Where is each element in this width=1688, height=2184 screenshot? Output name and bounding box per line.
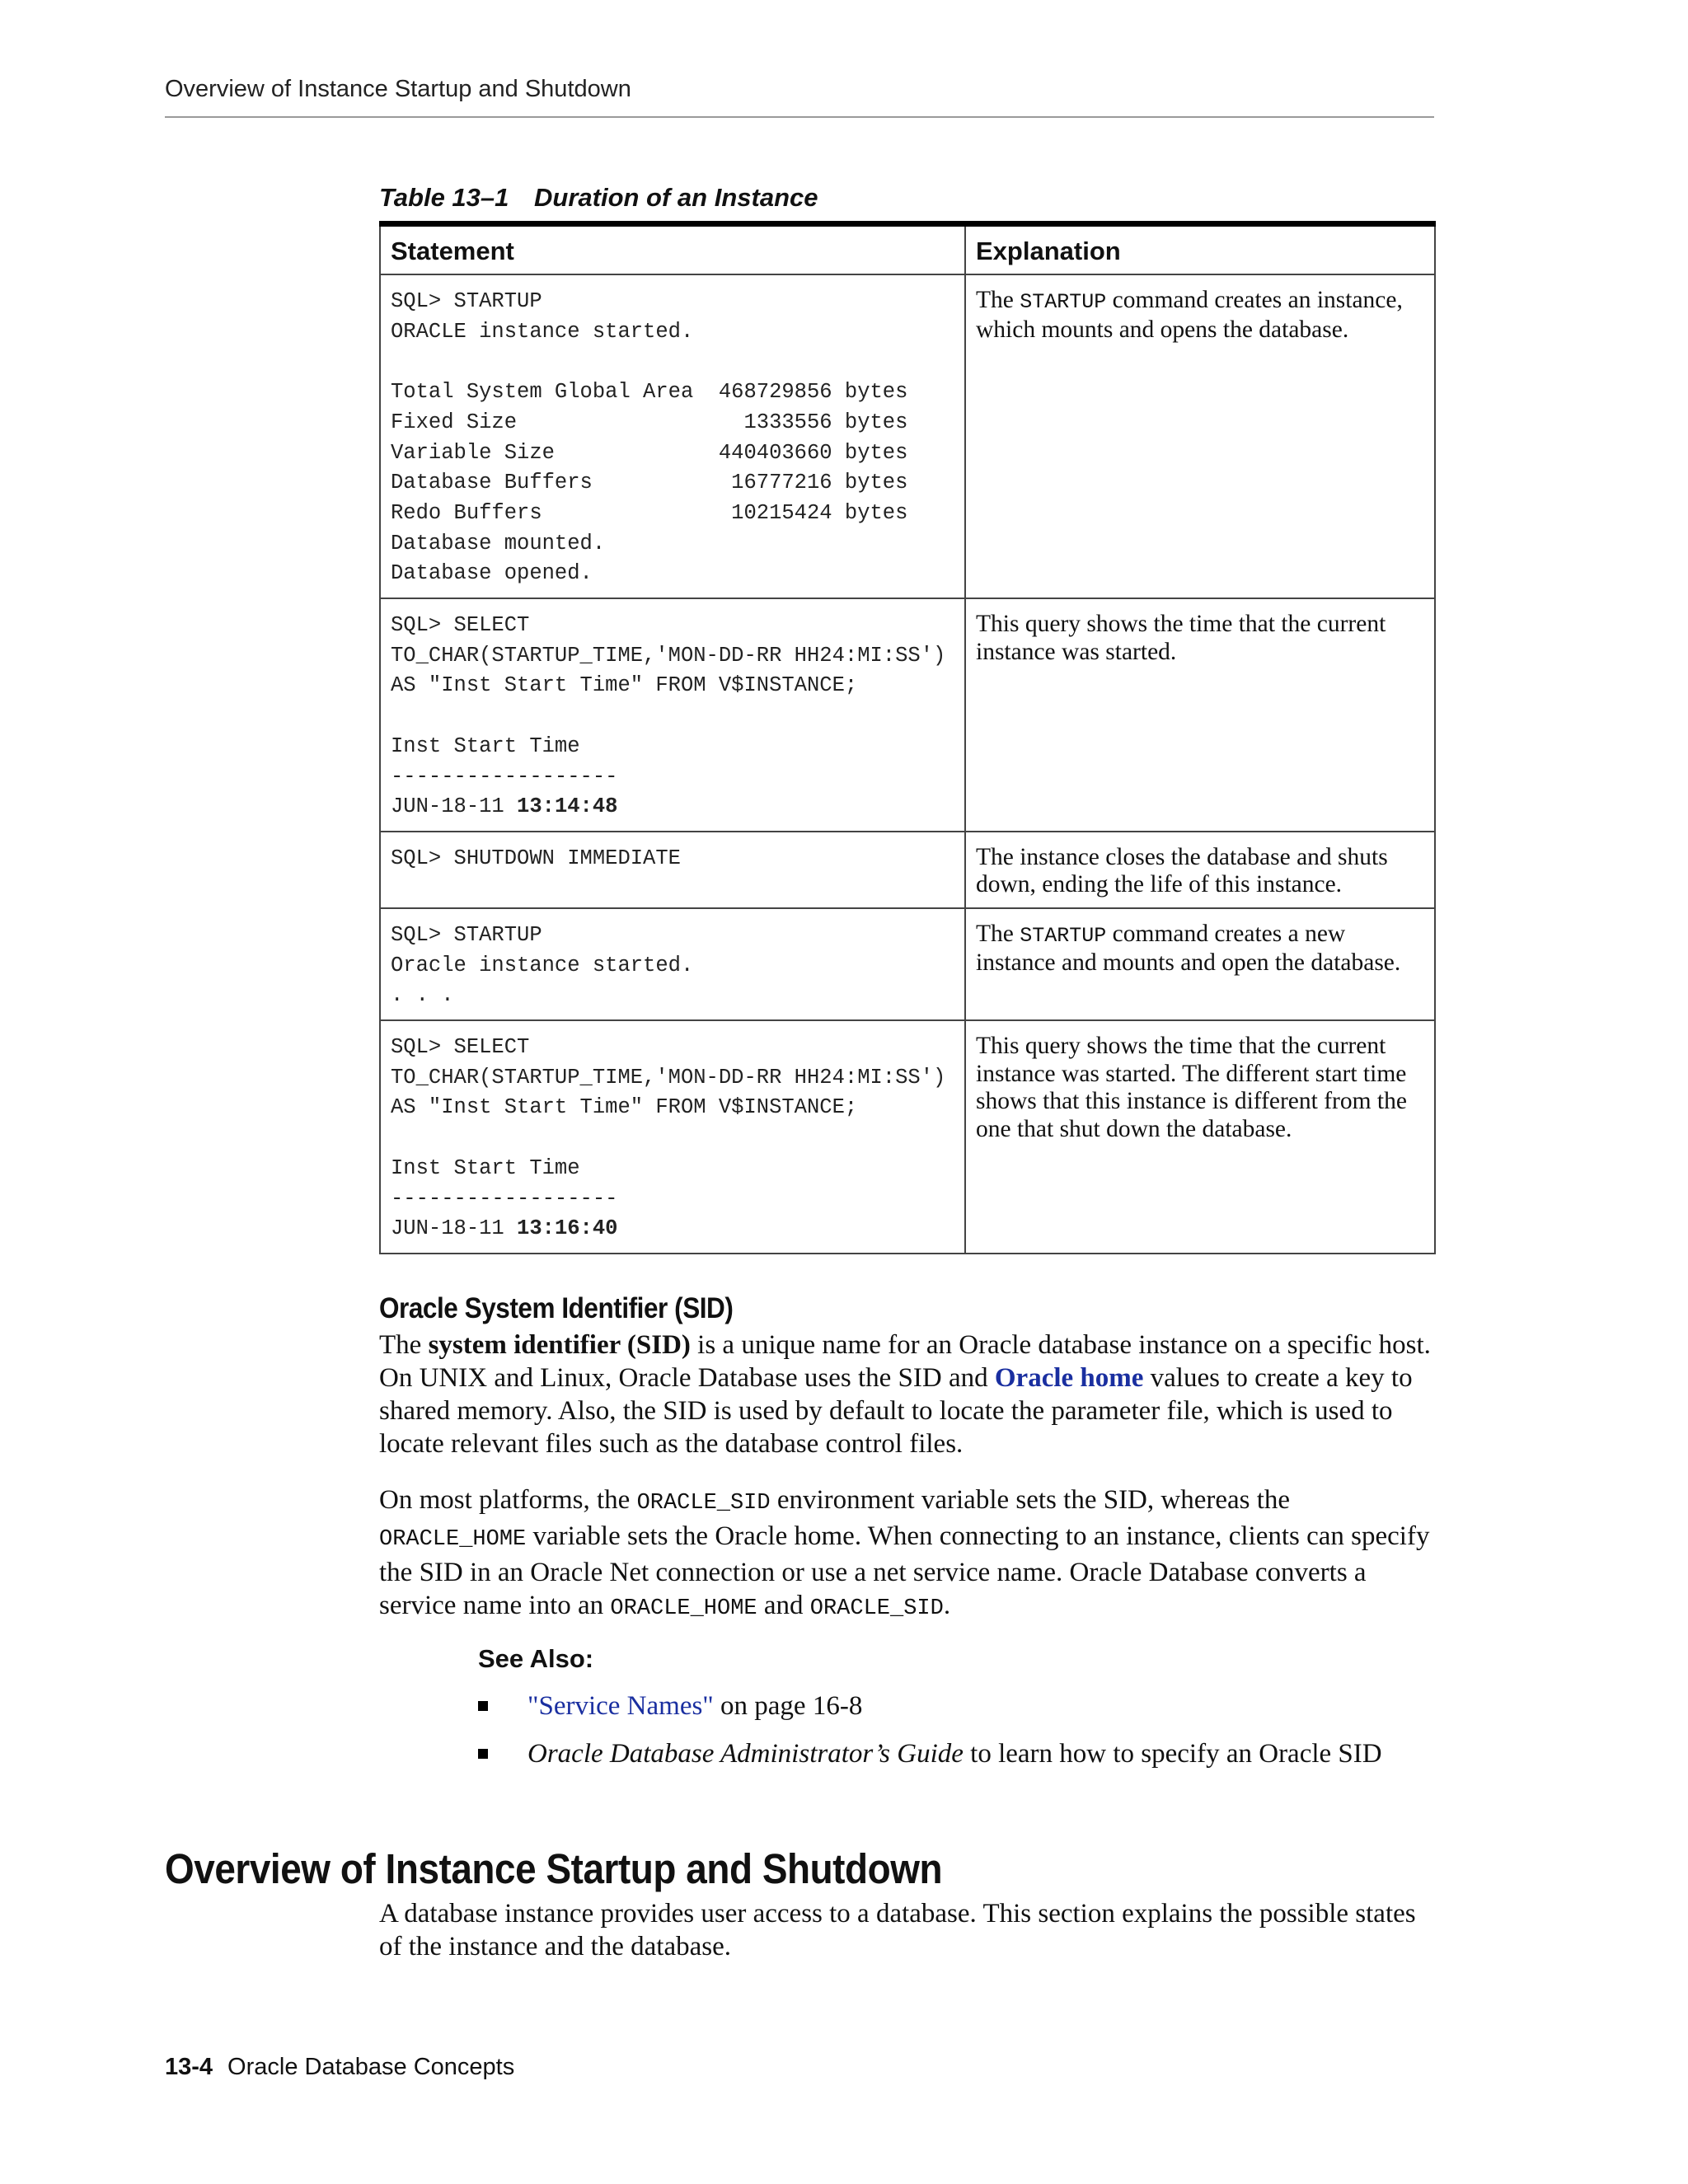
section-heading: Overview of Instance Startup and Shutdown: [165, 1845, 943, 1892]
statement-cell: [380, 598, 965, 832]
code-block: SQL> STARTUP ORACLE instance started. Total System Global Area 468729856 bytes Fixed Size 1333556 bytes Variable Size 440403660 bytes Database Buffers 16777216 bytes Redo Buffers 10215424 bytes Database mounted. Database opened.: [391, 289, 908, 586]
table-row: [380, 832, 1435, 908]
code-block: SQL> SHUTDOWN IMMEDIATE: [391, 846, 681, 870]
explanation-text: The: [976, 920, 1020, 947]
service-names-link[interactable]: "Service Names": [528, 1691, 714, 1721]
body-text: is a unique name for an Oracle database instance on a specific host. On UNIX and Linux, Oracle Database uses the SID and: [379, 1330, 1431, 1393]
explanation-text: command creates a new instance and mounts and open the database.: [976, 920, 1401, 977]
explanation-cell: [965, 274, 1435, 598]
explanation-text: The: [976, 287, 1020, 313]
explanation-text: This query shows the time that the current instance was started. The different start time shows that this instance is different from the one that shut down the database.: [976, 1033, 1407, 1142]
running-header-title: Overview of Instance Startup and Shutdown: [165, 76, 631, 102]
table-caption-number: Table 13–1: [379, 183, 509, 212]
column-header-explanation: Explanation: [965, 224, 1435, 275]
list-item: [478, 1737, 1385, 1770]
explanation-text: The instance closes the database and shuts down, ending the life of this instance.: [976, 843, 1388, 898]
explanation-cell: [965, 908, 1435, 1020]
body-text: .: [943, 1591, 951, 1620]
inline-code: ORACLE_HOME: [610, 1596, 757, 1621]
explanation-text: This query shows the time that the current instance was started.: [976, 611, 1386, 665]
code-bold-time: 13:14:48: [517, 794, 618, 819]
list-item-text: on page 16-8: [713, 1691, 863, 1721]
table-caption: [379, 183, 818, 213]
inline-code: ORACLE_SID: [636, 1491, 771, 1516]
statement-cell: [380, 832, 965, 908]
list-item-text: to learn how to specify an Oracle SID: [963, 1739, 1382, 1769]
code-text: SQL> SELECT TO_CHAR(STARTUP_TIME,'MON-DD-RR HH24:MI:SS') AS "Inst Start Time" FROM V$INSTANCE; Inst Start Time ------------------ JUN-18-11: [391, 613, 946, 819]
table-row: [380, 598, 1435, 832]
page-footer: [165, 2054, 514, 2081]
inline-code: ORACLE_HOME: [379, 1527, 527, 1552]
table-header-row: [380, 224, 1435, 275]
body-text: values to create a key to shared memory. Also, the SID is used by default to locate the parameter file, which is used to locate relevant files such as the database control files.: [379, 1363, 1413, 1459]
code-block: SQL> STARTUP Oracle instance started. . . .: [391, 922, 694, 1008]
column-header-statement: Statement: [380, 224, 965, 275]
page-number: 13-4: [165, 2054, 213, 2080]
explanation-cell: [965, 832, 1435, 908]
bullet-icon: [478, 1701, 488, 1711]
code-text: SQL> SELECT TO_CHAR(STARTUP_TIME,'MON-DD-RR HH24:MI:SS') AS "Inst Start Time" FROM V$INSTANCE; Inst Start Time ------------------ JUN-18-11: [391, 1035, 946, 1241]
explanation-cell: [965, 598, 1435, 832]
inline-code: STARTUP: [1020, 923, 1107, 948]
table-row: [380, 274, 1435, 598]
bullet-icon: [478, 1749, 488, 1759]
sid-paragraph-2: [379, 1483, 1442, 1625]
statement-cell: [380, 274, 965, 598]
body-text: and: [757, 1591, 810, 1620]
duration-table: [379, 221, 1436, 1254]
section-paragraph: A database instance provides user access to a database. This section explains the possible states of the instance and the database.: [379, 1899, 1416, 1961]
term-sid: system identifier (SID): [428, 1330, 691, 1360]
body-text: variable sets the Oracle home. When connecting to an instance, clients can specify the SID in an Oracle Net connection or use a net service name. Oracle Database converts a service name into an: [379, 1521, 1430, 1620]
list-item: [478, 1690, 1385, 1722]
table-row: [380, 908, 1435, 1020]
sid-paragraph-1: [379, 1329, 1442, 1460]
statement-cell: [380, 908, 965, 1020]
body-text: environment variable sets the SID, whereas the: [770, 1485, 1291, 1515]
inline-code: ORACLE_SID: [809, 1596, 944, 1621]
body-text: On most platforms, the: [379, 1485, 637, 1515]
oracle-home-link[interactable]: Oracle home: [994, 1363, 1144, 1393]
see-also-list: [478, 1690, 1385, 1785]
code-bold-time: 13:16:40: [517, 1216, 618, 1241]
sid-heading: Oracle System Identifier (SID): [379, 1292, 734, 1324]
running-header: [165, 76, 1434, 118]
explanation-text: command creates an instance, which mounts and opens the database.: [976, 287, 1403, 343]
table-caption-title: Duration of an Instance: [534, 183, 818, 212]
statement-cell: [380, 1020, 965, 1254]
inline-code: STARTUP: [1020, 290, 1107, 314]
code-block: [391, 611, 954, 823]
table-row: [380, 1020, 1435, 1254]
code-block: [391, 1033, 954, 1244]
body-text: The: [379, 1330, 429, 1360]
book-title: Oracle Database Administrator’s Guide: [528, 1739, 964, 1769]
book-title-footer: Oracle Database Concepts: [227, 2054, 515, 2080]
see-also-label: See Also:: [478, 1644, 594, 1673]
explanation-cell: [965, 1020, 1435, 1254]
